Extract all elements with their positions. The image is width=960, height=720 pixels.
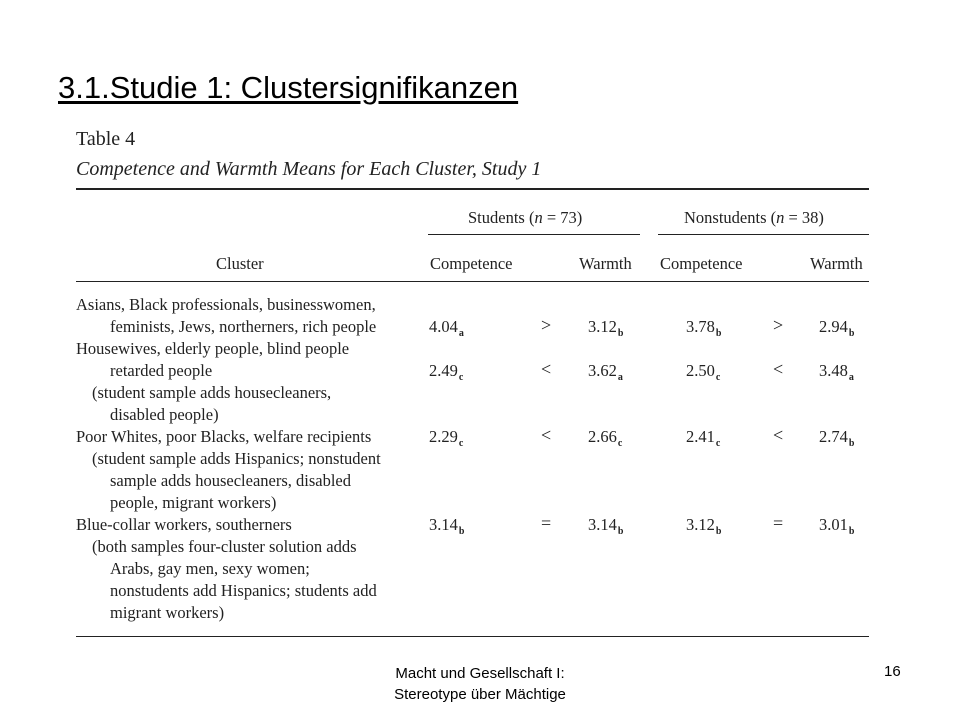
cluster-label-line: Arabs, gay men, sexy women;: [110, 559, 310, 578]
group-rule-nonstudents: [658, 234, 869, 235]
students-competence-cell-value: 4.04: [429, 317, 458, 336]
students-warmth-cell: [588, 515, 623, 537]
nonstudents-warmth-cell-value: 2.94: [819, 317, 848, 336]
cluster-label-line: nonstudents add Hispanics; students add: [110, 581, 377, 600]
footer-line-1: Macht und Gesellschaft I:: [395, 665, 565, 682]
nonstudents-competence-cell: [686, 361, 720, 383]
students-competence-cell-value: 3.14: [429, 515, 458, 534]
students-competence-cell-subscript: b: [458, 526, 465, 537]
nonstudents-warmth-cell: [819, 515, 854, 537]
cluster-label-line: migrant workers): [110, 603, 225, 622]
students-warmth-cell-subscript: b: [617, 526, 624, 537]
group-header-nonstudents: Nonstudents (n = 38): [684, 208, 824, 227]
header-bottom-rule: [76, 281, 869, 282]
students-competence-cell-subscript: a: [458, 328, 464, 339]
nonstudents-warmth-cell: [819, 361, 854, 383]
nonstudents-competence-cell-value: 2.50: [686, 361, 715, 380]
students-warmth-cell-subscript: c: [617, 438, 623, 449]
nonstudents-competence-cell-value: 3.12: [686, 515, 715, 534]
students-competence-cell-subscript: c: [458, 438, 464, 449]
students-competence-cell-value: 2.49: [429, 361, 458, 380]
italic-n: n: [534, 208, 543, 227]
students-warmth-cell: [588, 427, 622, 449]
nonstudents-comparison-symbol: >: [773, 315, 784, 335]
nonstudents-warmth-cell: [819, 427, 854, 449]
students-warmth-cell: [588, 317, 623, 339]
column-header-students-warmth: Warmth: [579, 254, 632, 273]
nonstudents-competence-cell: [686, 515, 721, 537]
table-caption: Competence and Warmth Means for Each Cluster, Study 1: [76, 158, 542, 180]
table-bottom-rule: [76, 636, 869, 637]
cluster-label-line: retarded people: [110, 361, 213, 380]
nonstudents-competence-cell-value: 3.78: [686, 317, 715, 336]
students-competence-cell: [429, 427, 463, 449]
nonstudents-warmth-cell-value: 3.01: [819, 515, 848, 534]
column-header-nonstudents-warmth: Warmth: [810, 254, 863, 273]
footer-line-2: Stereotype über Mächtige: [394, 686, 566, 703]
nonstudents-warmth-cell: [819, 317, 854, 339]
cluster-label-line: people, migrant workers): [110, 493, 277, 512]
students-warmth-cell: [588, 361, 623, 383]
cluster-label-line: feminists, Jews, northerners, rich people: [110, 317, 377, 336]
cluster-label-line: Asians, Black professionals, businesswomen,: [76, 295, 376, 314]
table-label: Table 4: [76, 128, 136, 150]
cluster-label-line: (student sample adds Hispanics; nonstudent: [92, 449, 381, 468]
students-competence-cell: [429, 515, 464, 537]
cluster-label-line: Poor Whites, poor Blacks, welfare recipients: [76, 427, 372, 446]
nonstudents-warmth-cell-subscript: b: [848, 328, 855, 339]
nonstudents-comparison-symbol: =: [773, 513, 784, 533]
column-header-students-competence: Competence: [430, 254, 513, 273]
cluster-label-line: sample adds housecleaners, disabled: [110, 471, 352, 490]
students-warmth-cell-subscript: a: [617, 372, 623, 383]
nonstudents-warmth-cell-subscript: b: [848, 526, 855, 537]
nonstudents-competence-cell-subscript: b: [715, 526, 722, 537]
students-competence-cell-subscript: c: [458, 372, 464, 383]
nonstudents-competence-cell: [686, 427, 720, 449]
slide-title: 3.1.Studie 1: Clustersignifikanzen: [58, 70, 519, 105]
students-comparison-symbol: =: [541, 513, 552, 533]
students-warmth-cell-value: 3.12: [588, 317, 617, 336]
students-comparison-symbol: <: [541, 425, 552, 445]
slide-footer: [280, 663, 680, 705]
students-competence-cell: [429, 317, 464, 339]
nonstudents-warmth-cell-value: 3.48: [819, 361, 848, 380]
italic-n: n: [776, 208, 785, 227]
nonstudents-competence-cell-subscript: c: [715, 372, 721, 383]
students-warmth-cell-value: 3.62: [588, 361, 617, 380]
nonstudents-warmth-cell-value: 2.74: [819, 427, 848, 446]
students-warmth-cell-subscript: b: [617, 328, 624, 339]
cluster-header: Cluster: [216, 254, 264, 273]
table-top-rule: [76, 188, 869, 190]
nonstudents-competence-cell-subscript: b: [715, 328, 722, 339]
nonstudents-warmth-cell-subscript: b: [848, 438, 855, 449]
students-comparison-symbol: >: [541, 315, 552, 335]
cluster-label-line: Blue-collar workers, southerners: [76, 515, 292, 534]
group-rule-students: [428, 234, 640, 235]
students-warmth-cell-value: 3.14: [588, 515, 617, 534]
nonstudents-comparison-symbol: <: [773, 425, 784, 445]
students-competence-cell-value: 2.29: [429, 427, 458, 446]
cluster-label-line: (student sample adds housecleaners,: [92, 383, 332, 402]
students-comparison-symbol: <: [541, 359, 552, 379]
nonstudents-competence-cell: [686, 317, 721, 339]
cluster-label-line: Housewives, elderly people, blind people: [76, 339, 350, 358]
nonstudents-warmth-cell-subscript: a: [848, 372, 854, 383]
students-warmth-cell-value: 2.66: [588, 427, 617, 446]
nonstudents-competence-cell-value: 2.41: [686, 427, 715, 446]
nonstudents-competence-cell-subscript: c: [715, 438, 721, 449]
group-header-students: Students (n = 73): [468, 208, 583, 227]
cluster-label-line: (both samples four-cluster solution adds: [92, 537, 357, 556]
column-header-nonstudents-competence: Competence: [660, 254, 743, 273]
students-competence-cell: [429, 361, 463, 383]
page-number: 16: [884, 663, 901, 680]
cluster-label-line: disabled people): [110, 405, 219, 424]
nonstudents-comparison-symbol: <: [773, 359, 784, 379]
